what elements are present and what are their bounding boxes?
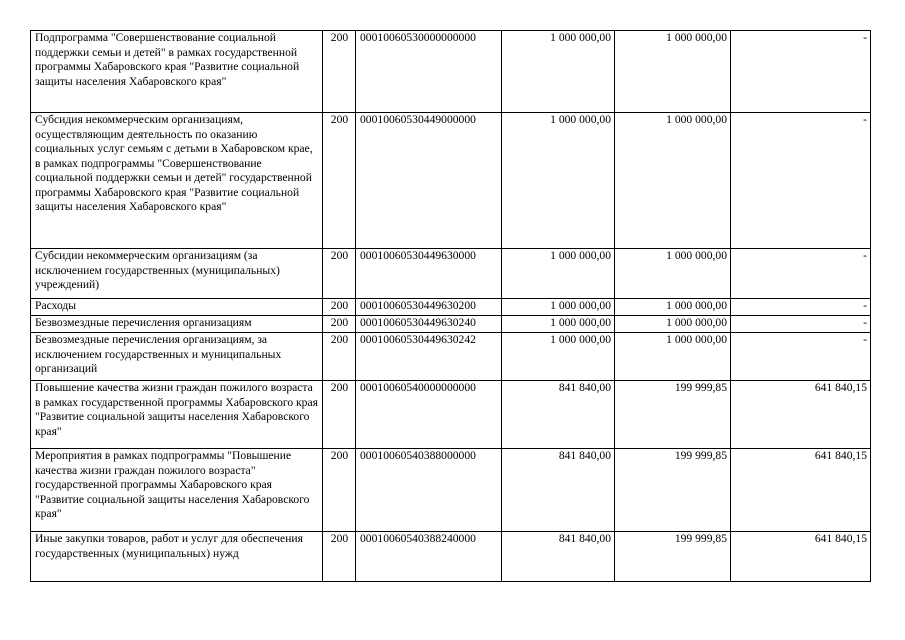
row-executed: 199 999,85 <box>615 532 731 582</box>
row-planned: 1 000 000,00 <box>502 113 615 249</box>
row-budget-code: 00010060530449630200 <box>356 299 502 316</box>
row-line-code: 200 <box>323 113 356 249</box>
row-remainder: - <box>731 31 871 113</box>
budget-execution-table <box>30 30 871 582</box>
row-executed: 199 999,85 <box>615 449 731 532</box>
row-remainder: - <box>731 299 871 316</box>
row-line-code: 200 <box>323 381 356 449</box>
row-planned: 1 000 000,00 <box>502 316 615 333</box>
row-executed: 199 999,85 <box>615 381 731 449</box>
row-name: Безвозмездные перечисления организациям, за исключением государственных и муниципальных организаций <box>31 333 323 381</box>
row-executed: 1 000 000,00 <box>615 31 731 113</box>
row-name: Расходы <box>31 299 323 316</box>
row-executed: 1 000 000,00 <box>615 113 731 249</box>
row-name: Иные закупки товаров, работ и услуг для обеспечения государственных (муниципальных) нужд <box>31 532 323 582</box>
row-budget-code: 00010060530449630000 <box>356 249 502 299</box>
row-budget-code: 00010060540000000000 <box>356 381 502 449</box>
row-budget-code: 00010060530449000000 <box>356 113 502 249</box>
row-planned: 1 000 000,00 <box>502 249 615 299</box>
row-remainder: - <box>731 249 871 299</box>
row-remainder: - <box>731 316 871 333</box>
table-row <box>31 249 871 299</box>
row-planned: 1 000 000,00 <box>502 333 615 381</box>
row-remainder: 641 840,15 <box>731 532 871 582</box>
row-line-code: 200 <box>323 449 356 532</box>
row-budget-code: 00010060540388000000 <box>356 449 502 532</box>
row-line-code: 200 <box>323 249 356 299</box>
row-remainder: - <box>731 113 871 249</box>
table-row <box>31 532 871 582</box>
row-budget-code: 00010060530449630242 <box>356 333 502 381</box>
row-name: Субсидии некоммерческим организациям (за исключением государственных (муниципальных) учреждений) <box>31 249 323 299</box>
row-budget-code: 00010060530449630240 <box>356 316 502 333</box>
row-name: Повышение качества жизни граждан пожилого возраста в рамках государственной программы Хабаровского края "Развитие социальной защиты населения Хабаровского края" <box>31 381 323 449</box>
table-row <box>31 31 871 113</box>
table-row <box>31 299 871 316</box>
row-planned: 1 000 000,00 <box>502 31 615 113</box>
row-executed: 1 000 000,00 <box>615 333 731 381</box>
row-planned: 841 840,00 <box>502 449 615 532</box>
row-name: Субсидия некоммерческим организациям, осуществляющим деятельность по оказанию социальных услуг семьям с детьми в Хабаровском крае, в рамках подпрограммы "Совершенствование социальной поддержки семьи и детей" государственной программы Хабаровского края "Развитие социальной защиты населения Хабаровского края" <box>31 113 323 249</box>
row-executed: 1 000 000,00 <box>615 299 731 316</box>
row-remainder: - <box>731 333 871 381</box>
row-planned: 841 840,00 <box>502 381 615 449</box>
row-name: Безвозмездные перечисления организациям <box>31 316 323 333</box>
row-line-code: 200 <box>323 31 356 113</box>
table-row <box>31 449 871 532</box>
row-line-code: 200 <box>323 299 356 316</box>
row-remainder: 641 840,15 <box>731 449 871 532</box>
table-row <box>31 316 871 333</box>
row-budget-code: 00010060530000000000 <box>356 31 502 113</box>
row-name: Мероприятия в рамках подпрограммы "Повышение качества жизни граждан пожилого возраста" государственной программы Хабаровского края "Развитие социальной защиты населения Хабаровского края" <box>31 449 323 532</box>
row-executed: 1 000 000,00 <box>615 316 731 333</box>
table-row <box>31 113 871 249</box>
row-line-code: 200 <box>323 532 356 582</box>
row-line-code: 200 <box>323 333 356 381</box>
row-planned: 841 840,00 <box>502 532 615 582</box>
table-row <box>31 333 871 381</box>
row-name: Подпрограмма "Совершенствование социальной поддержки семьи и детей" в рамках государственной программы Хабаровского края "Развитие социальной защиты населения Хабаровского края" <box>31 31 323 113</box>
row-planned: 1 000 000,00 <box>502 299 615 316</box>
table-row <box>31 381 871 449</box>
row-budget-code: 00010060540388240000 <box>356 532 502 582</box>
row-executed: 1 000 000,00 <box>615 249 731 299</box>
row-remainder: 641 840,15 <box>731 381 871 449</box>
row-line-code: 200 <box>323 316 356 333</box>
